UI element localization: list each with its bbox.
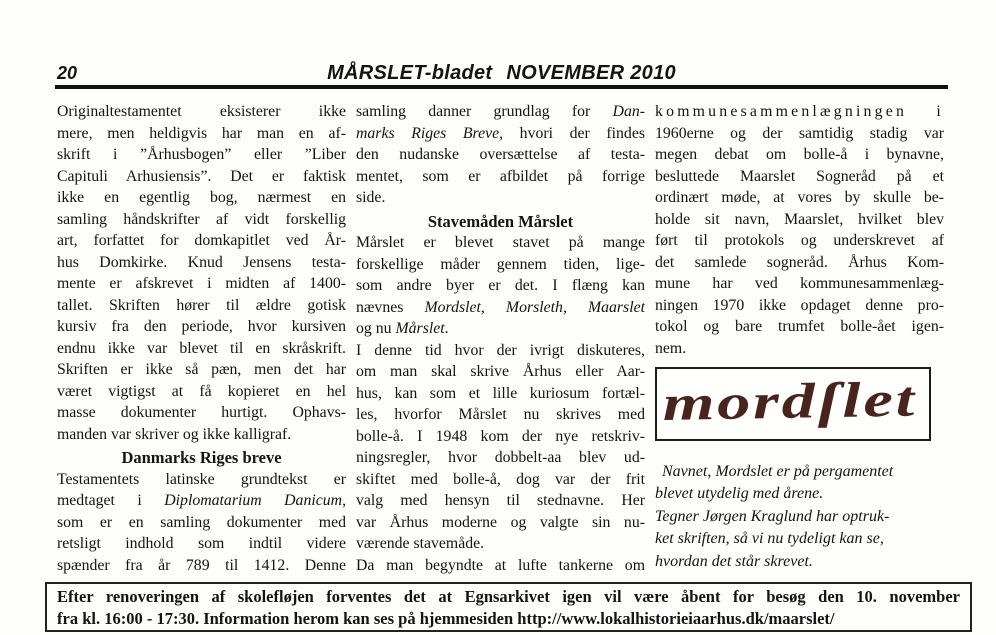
masthead-title: MÅRSLET-bladet [327, 62, 493, 84]
paragraph-diplomatarium: Testamentets latinske grundtekst er medtaget i Diplomatarium Danicum, som er en samling dokumenter med retsligt indhold som indtil videre spænder fra år 789 til 1412. Denne [57, 470, 346, 574]
column-1 [57, 101, 346, 576]
manuscript-image [657, 371, 925, 437]
paragraph-bolle-aa: I denne tid hvor der ivrigt diskuteres, om man skal skrive Århus eller Aar- hus, kan som et lille kuriosum fortæl- les, hvorfor Mårslet nu skrives med bolle-å. I 1948 kom der nye retskriv- ningsregler, hvor dobbelt-aa blev ud- skiftet med bolle-å, dog var der frit valg med hensyn til stednavne. Her var Århus moderne og valgte sin nu- værende stavemåde. [356, 341, 645, 552]
footer-notice-text: Efter renoveringen af skolefløjen forventes det at Egnsarkivet igen vil være åbent for besøg den 10. november fra kl. 16:00 - 17:30. Information herom kan ses på hjemmesiden http://www.lokalhistorieiaarhus.dk/maarslet/ [57, 587, 960, 628]
paragraph-lufte-tankerne: Da man begyndte at lufte tankerne om [356, 556, 645, 574]
column-2 [356, 101, 645, 576]
article-columns [57, 101, 944, 576]
column-3 [655, 101, 944, 576]
page-header [55, 56, 948, 86]
paragraph-original-testament: Originaltestamentet eksisterer ikke mere, men heldigvis har man en af- skrift i ”Århusbogen” eller ”Liber Capituli Arhusiensis”. Det er faktisk ikke en egentlig bog, nærmest en samling håndskrifter af vidt forskellig art, forfattet for domkapitlet ved År- hus Domkirke. Knud Jensens testa- mente er afskrevet i midten af 1400- tallet. Skriften hører til ældre gotisk kursiv fra den periode, hvor kursiven endnu ikke var blevet til en skråskrift. Skriften er ikke så pæn, men det har været vigtigst at få kopieret en hel masse dokumenter hurtigt. Ophavs- manden var skriver og ikke kalligraf. [57, 103, 346, 443]
paragraph-danmarks-riges-breve: samling danner grundlag for Dan- marks Riges Breve, hvori der findes den nudanske oversættelse af testa- mentet, som er afbildet på forrige side. [356, 103, 645, 206]
paragraph-spelling-variants: Mårslet er blevet stavet på mange forskellige måder gennem tiden, lige- som andre byer er det. I flæng kan nævnes Mordslet, Morsleth, Maarslet og nu Mårslet. [356, 234, 645, 337]
masthead-issue: NOVEMBER 2010 [506, 62, 676, 84]
figure-caption: Navnet, Mordslet er på pergamentet blevet utydelig med årene. Tegner Jørgen Kraglund har optruk- ket skriften, så vi nu tydeligt kan se, hvordan det står skrevet. [655, 463, 894, 570]
heading-danmarks-riges-breve: Danmarks Riges breve [121, 448, 282, 467]
header-divider-rule [55, 85, 948, 89]
paragraph-kommunesammenlaegning: kommunesammenlægningen i 1960erne og der samtidig stadig var megen debat om bolle-å i bynavne, besluttede Maarslet Sogneråd på et ordinært møde, at vores by skulle be- holde sit navn, Maarslet, hvilket blev ført til protokols og underskrevet af det samlede sogneråd. Århus Kom- mune har ved kommunesammenlæg- ningen 1970 ikke opdaget denne pro- tokol og bare trumfet bolle-ået igen- nem. [655, 103, 944, 357]
masthead [55, 62, 948, 85]
heading-stavemaaden-maarslet: Stavemåden Mårslet [427, 211, 574, 231]
manuscript-figure-frame [655, 367, 931, 441]
page-number: 20 [57, 63, 78, 83]
footer-notice-box [45, 582, 972, 632]
manuscript-script-text: mordſlet [662, 371, 855, 431]
